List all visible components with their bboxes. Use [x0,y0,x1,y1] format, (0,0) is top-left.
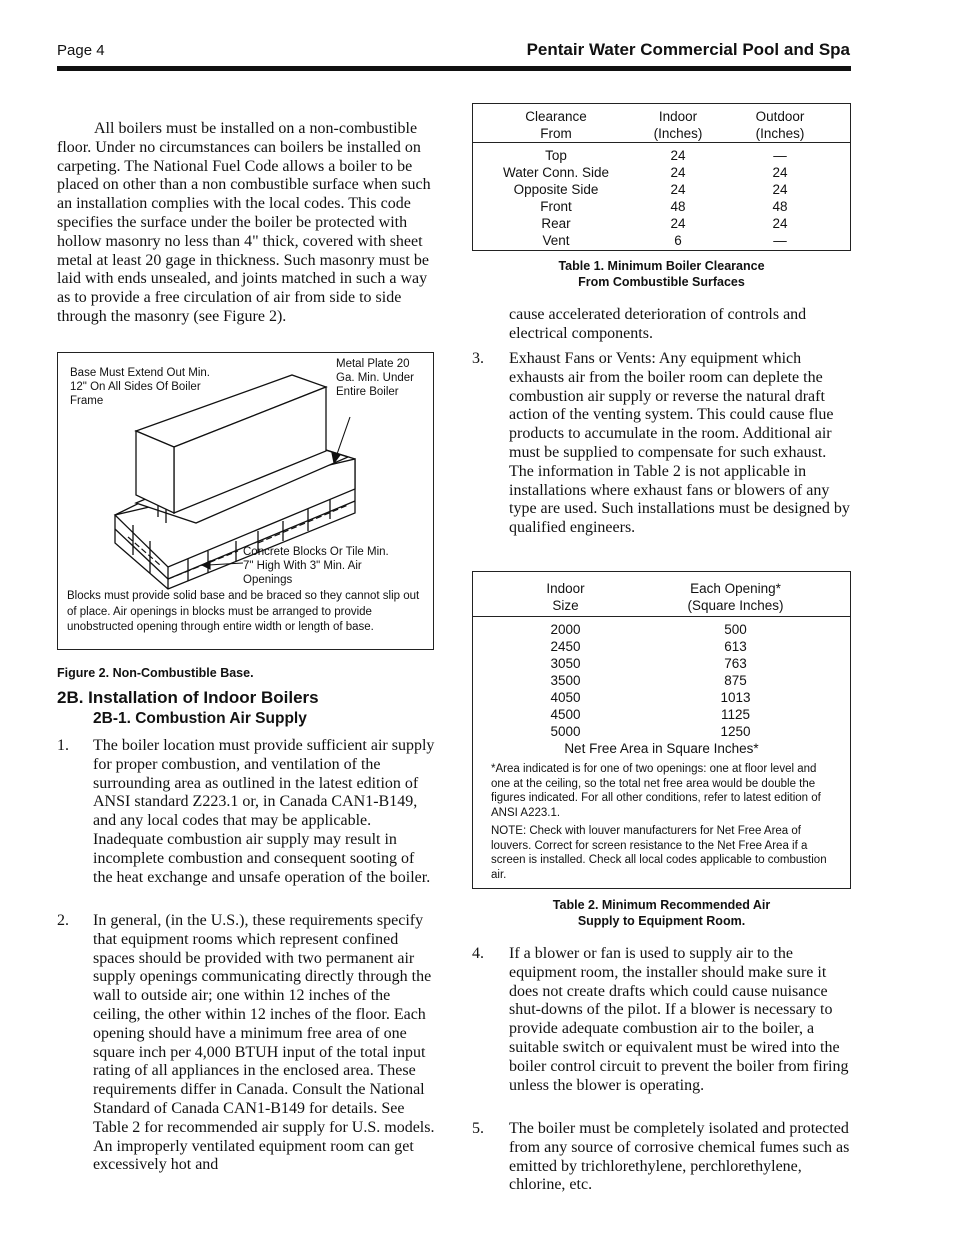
table-row [473,723,850,740]
col-header-outdoor: Outdoor [755,109,805,124]
list-text: In general, (in the U.S.), these requirements specify that equipment rooms which represent confined spaces should be provided with two permanent air supply openings communicating directly through the wall to outside air; one within 12 inches of the ceiling, the other within 12 inches of the floor. Each opening should have a minimum free area of one square inch per 4,000 BTUH input of the total input rating of all appliances in the enclosed area. These requirements differ in Canada. Consult the National Standard of Canada CAN1-B149 for details. See Table 2 for recommended air supply for U.S. models. An improperly ventilated equipment room can get excessively hot and [93,912,435,1174]
table-row [473,672,850,689]
table-header [473,572,850,617]
table-row [473,181,850,198]
table-cell: 24 [772,182,788,197]
table-cell: 24 [670,216,686,231]
table-cell: 1013 [720,690,751,705]
table-row [473,164,850,181]
section-heading: 2B. Installation of Indoor Boilers [57,688,319,707]
list-number: 5. [472,1120,484,1137]
table-note: NOTE: Check with louver manufacturers for Net Free Area of louvers. Correct for screen resistance to the Net Free Area if a screen is installed. Check all local codes applicable to combustion air. [491,825,827,881]
figure-note: Blocks must provide solid base and be braced so they cannot slip out of place. Air openings in blocks must be arranged to provide unobstructed opening through entire width or length of base. [67,590,420,633]
col-header-indoor-size-sub: Size [552,598,579,613]
table-cell: Rear [541,216,571,231]
col-header-clearance: Clearance [525,109,587,124]
table-cell: Front [540,199,572,214]
table-row [473,638,850,655]
caption-line: Table 2. Minimum Recommended Air [552,898,771,912]
table-cell: 24 [670,165,686,180]
table-row [473,621,850,638]
table-cell: 4050 [550,690,581,705]
intro-paragraph: All boilers must be installed on a non-combustible floor. Under no circumstances can boilers be installed on carpeting. The National Fuel Code allows a boiler to be placed on other than a non combustible surface when such an installation complies with the local codes. This code specifies the surface under the boiler be protected with hollow masonry no less than 4" thick, covered with sheet metal at least 20 gage in thickness. Such masonry must be laid with ends unsealed, and joints matched in such a way as to provide a free circulation of air from side to side through the masonry (see Figure 2). [57,120,431,325]
table-cell: 3500 [550,673,581,688]
figure-2 [57,352,434,650]
table-cell: 48 [670,199,686,214]
list-number: 2. [57,912,69,929]
list-number: 4. [472,945,484,962]
table-footer: Net Free Area in Square Inches* [564,741,759,756]
col-header-each-opening: Each Opening* [690,581,781,596]
table-body [473,143,850,249]
clearance-table [472,103,851,251]
table-cell: 3050 [550,656,581,671]
list-text: Exhaust Fans or Vents: Any equipment which exhausts air from the boiler room can deplete the combustion air supply or reverse the natural draft action of the venting system. This could cause flue products to accumulate in the room. Additional air must be supplied to compensate for such exhaust. The information in Table 2 is not applicable in installations where exhaust fans or blowers of any type are used. Such installations must be designed by qualified engineers. [509,350,850,537]
table-cell: Water Conn. Side [502,165,610,180]
caption-line: From Combustible Surfaces [578,275,745,289]
list-number: 1. [57,737,69,754]
table-header [473,104,850,143]
list-text: The boiler must be completely isolated and protected from any source of corrosive chemical fumes such as emitted by trichlorethylene, perchlorethylene, chlorine, etc. [509,1120,850,1194]
table-cell: 24 [670,148,686,163]
header-rule [57,66,851,71]
table-note: *Area indicated is for one of two openings: one at floor level and one at the ceiling, so the total net free area would be double the figures indicated. For all other conditions, refer to latest edition of ANSI A223.1. [491,763,821,819]
table-cell: 48 [772,199,788,214]
table-cell: — [773,148,787,163]
table-cell: 875 [724,673,747,688]
table-1-caption [472,258,851,290]
table-cell: 24 [772,216,788,231]
air-supply-table [472,571,851,889]
list-text: The boiler location must provide sufficient air supply for proper combustion, and ventilation of the surrounding area as outlined in the latest edition of ANSI standard Z223.1 or, in Canada CAN1-B149, and any local codes that may be applicable. Inadequate combustion air supply may result in incomplete combustion and consequent sooting of the heat exchange and unsafe operation of the boiler. [93,737,435,886]
table-cell: 2000 [550,622,581,637]
metal-plate-label: Metal Plate 20 Ga. Min. Under Entire Boiler [336,358,414,398]
col-header-indoor-sub: (Inches) [653,126,703,141]
table-cell: 613 [724,639,747,654]
col-header-indoor: Indoor [658,109,698,124]
list-number: 3. [472,350,484,367]
table-cell: 4500 [550,707,581,722]
table-row [473,706,850,723]
caption-line: Table 1. Minimum Boiler Clearance [558,259,765,273]
base-extension-label: Base Must Extend Out Min. 12" On All Sides Of Boiler Frame [70,367,210,407]
table-cell: 6 [674,233,682,248]
figure-2-caption: Figure 2. Non-Combustible Base. [57,666,254,680]
table-cell: 2450 [550,639,581,654]
table-cell: 763 [724,656,747,671]
document-title: Pentair Water Commercial Pool and Spa [526,40,850,59]
table-cell: Opposite Side [513,182,599,197]
subsection-heading: 2B-1. Combustion Air Supply [93,710,307,727]
concrete-blocks-label: Concrete Blocks Or Tile Min. 7" High With 3" Min. Air Openings [243,546,389,586]
table-cell: 24 [670,182,686,197]
table-cell: 24 [772,165,788,180]
table-cell: Vent [542,233,570,248]
table-row [473,215,850,232]
table-row [473,689,850,706]
col-header-indoor-size: Indoor [546,581,585,596]
caption-line: Supply to Equipment Room. [577,914,746,928]
continued-text: cause accelerated deterioration of controls and electrical components. [509,306,807,342]
col-header-each-opening-sub: (Square Inches) [687,598,784,613]
table-body [473,617,850,740]
table-cell: 1125 [720,707,751,722]
table-cell: 5000 [550,724,581,739]
table-cell: — [773,233,787,248]
table-row [473,232,850,249]
col-header-clearance-sub: From [540,126,572,141]
table-row [473,655,850,672]
table-row [473,147,850,164]
col-header-outdoor-sub: (Inches) [755,126,805,141]
table-cell: 1250 [720,724,751,739]
table-2-caption [472,897,851,929]
table-cell: Top [545,148,567,163]
page-number: Page 4 [57,42,105,59]
table-row [473,198,850,215]
table-cell: 500 [724,622,747,637]
list-text: If a blower or fan is used to supply air to the equipment room, the installer should make sure it does not create drafts which could cause nuisance shut-downs of the pilot. If a blower is necessary to provide adequate combustion air to the boiler, a suitable switch or equivalent must be wired into the boiler control circuit to prevent the boiler from firing unless the blower is operating. [509,945,849,1094]
